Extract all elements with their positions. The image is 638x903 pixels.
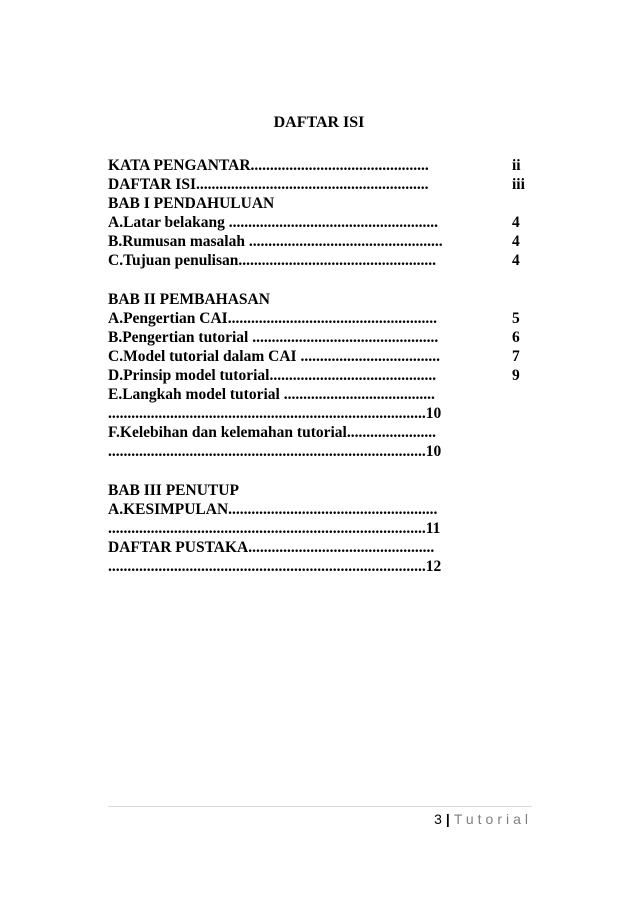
toc-entry-text: E.Langkah model tutorial <box>108 386 284 403</box>
toc-leader-dots: ....................... <box>346 424 436 441</box>
toc-entry-text: F.Kelebihan dan kelemahan tutorial <box>108 424 347 441</box>
toc-page-number: 4 <box>512 214 520 231</box>
toc-leader-dots: ...................................................... <box>228 501 438 518</box>
toc-leader-dots: ...................................................... <box>228 214 438 231</box>
toc-leader-dots: .................................... <box>300 348 440 365</box>
toc-leader-dots: ................................................ <box>248 539 435 556</box>
toc-entry <box>108 481 548 500</box>
toc-leader-dots: ....................................... <box>283 386 435 403</box>
toc-entry-text: A.KESIMPULAN <box>108 501 229 518</box>
toc-leader-dots: ............................................................ <box>196 176 429 193</box>
page-number: 3 <box>434 811 442 827</box>
footer-label: Tutorial <box>453 811 532 827</box>
toc-entry-text: C.Tujuan penulisan <box>108 252 239 269</box>
toc-entry <box>108 156 548 175</box>
toc-page-number: ii <box>512 157 521 174</box>
toc-entry <box>108 232 548 251</box>
toc-entry-text: B.Pengertian tutorial <box>108 329 253 346</box>
toc-page-number: iii <box>512 176 525 193</box>
toc-leader-dots: .................................................................................. <box>108 405 426 422</box>
toc-entry <box>108 423 548 442</box>
toc-entry-text: BAB I PENDAHULUAN <box>108 195 275 212</box>
toc-entry <box>108 175 548 194</box>
toc-leader-dots: .............................................. <box>250 157 429 174</box>
toc-leader-dots: .................................................. <box>248 233 443 250</box>
toc-entry-text: BAB II PEMBAHASAN <box>108 291 270 308</box>
toc-spacer <box>108 270 548 290</box>
toc-entry-text: A.Pengertian CAI <box>108 310 228 327</box>
toc-page-number: 5 <box>512 310 520 327</box>
toc-entry <box>108 404 548 423</box>
toc-entry <box>108 538 548 557</box>
toc-entry <box>108 557 548 576</box>
toc-page-number: 7 <box>512 348 520 365</box>
toc-entry <box>108 309 548 328</box>
page-title: DAFTAR ISI <box>273 114 365 131</box>
toc-entry-text: DAFTAR PUSTAKA <box>108 539 249 556</box>
toc-entry <box>108 194 548 213</box>
toc-entry-text: D.Prinsip model tutorial <box>108 367 270 384</box>
toc-page-number: 9 <box>512 367 520 384</box>
toc-page-number: 11 <box>425 520 441 537</box>
toc-page-number: 6 <box>512 329 520 346</box>
toc-leader-dots: ........................................... <box>269 367 437 384</box>
toc-entry <box>108 366 548 385</box>
footer-divider <box>108 806 532 807</box>
toc-leader-dots: .................................................................................. <box>108 443 426 460</box>
toc-leader-dots: .................................................................................. <box>108 520 426 537</box>
table-of-contents <box>108 156 548 576</box>
footer-separator: | <box>445 811 450 827</box>
toc-entry <box>108 251 548 270</box>
toc-entry-text: BAB III PENUTUP <box>108 482 239 499</box>
toc-entry <box>108 500 548 519</box>
toc-entry <box>108 442 548 461</box>
toc-leader-dots: .................................................................................. <box>108 558 426 575</box>
toc-spacer <box>108 461 548 481</box>
toc-page-number: 12 <box>425 558 442 575</box>
toc-entry <box>108 385 548 404</box>
toc-leader-dots: ................................................ <box>252 329 439 346</box>
toc-entry <box>108 290 548 309</box>
toc-entry <box>108 519 548 538</box>
toc-page-number: 4 <box>512 233 520 250</box>
toc-page-number: 10 <box>425 443 442 460</box>
toc-leader-dots: ...................................................... <box>227 310 437 327</box>
toc-entry-text: C.Model tutorial dalam CAI <box>108 348 301 365</box>
toc-entry-text: DAFTAR ISI <box>108 176 196 193</box>
toc-entry <box>108 347 548 366</box>
page-footer <box>434 811 532 827</box>
toc-leader-dots: ................................................... <box>238 252 437 269</box>
toc-entry-text: B.Rumusan masalah <box>108 233 249 250</box>
toc-entry-text: KATA PENGANTAR <box>108 157 251 174</box>
toc-entry <box>108 213 548 232</box>
toc-page-number: 10 <box>425 405 442 422</box>
toc-entry <box>108 328 548 347</box>
toc-page-number: 4 <box>512 252 520 269</box>
toc-entry-text: A.Latar belakang <box>108 214 229 231</box>
